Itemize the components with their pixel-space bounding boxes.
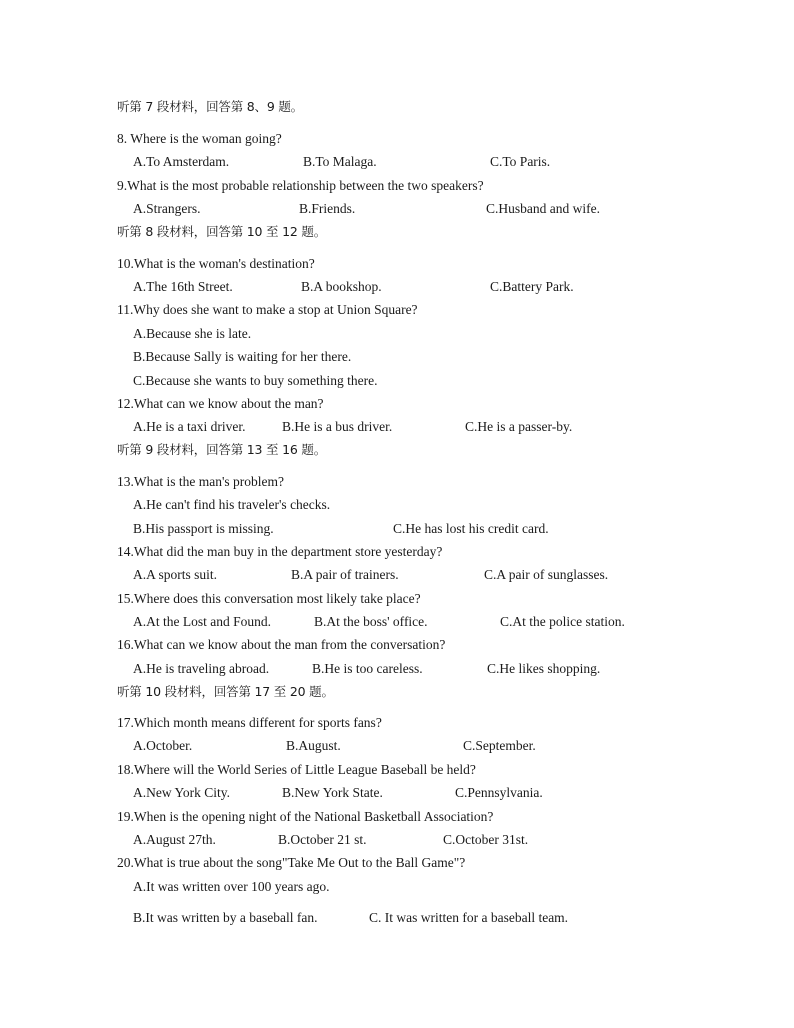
answer-option: B.At the boss' office. (314, 614, 428, 629)
answer-option: C.He is a passer-by. (465, 419, 573, 434)
answer-option: A.Strangers. (133, 201, 201, 216)
answer-option: A.He can't find his traveler's checks. (133, 497, 331, 512)
answer-option: C.Husband and wife. (486, 201, 600, 216)
question-stem: 14.What did the man buy in the department store yesterday? (117, 544, 443, 559)
section-heading: 听第 10 段材料，回答第 17 至 20 题。 (117, 684, 334, 699)
question-stem: 11.Why does she want to make a stop at Union Square? (117, 302, 418, 317)
answer-option: C.Because she wants to buy something there. (133, 373, 378, 388)
answer-option: B.He is too careless. (312, 661, 423, 676)
question-stem: 19.When is the opening night of the National Basketball Association? (117, 809, 494, 824)
answer-option: A.To Amsterdam. (133, 154, 230, 169)
question-stem: 12.What can we know about the man? (117, 396, 324, 411)
question-stem: 13.What is the man's problem? (117, 474, 285, 489)
answer-option: A.August 27th. (133, 832, 216, 847)
question-stem: 16.What can we know about the man from the conversation? (117, 637, 446, 652)
answer-option: B.A bookshop. (301, 279, 382, 294)
question-stem: 18.Where will the World Series of Little League Baseball be held? (117, 762, 476, 777)
answer-option: C.September. (463, 738, 536, 753)
answer-option: B.A pair of trainers. (291, 567, 399, 582)
section-heading: 听第 7 段材料，回答第 8、9 题。 (117, 99, 303, 114)
answer-option: A.Because she is late. (133, 326, 252, 341)
question-stem: 8. Where is the woman going? (117, 131, 282, 146)
answer-option: C.Pennsylvania. (455, 785, 543, 800)
answer-option: C. It was written for a baseball team. (369, 910, 569, 925)
answer-option: A.October. (133, 738, 193, 753)
answer-option: C.To Paris. (490, 154, 551, 169)
question-stem: 10.What is the woman's destination? (117, 256, 315, 271)
question-stem: 17.Which month means different for sports fans? (117, 715, 382, 730)
answer-option: C.A pair of sunglasses. (484, 567, 609, 582)
section-heading: 听第 8 段材料，回答第 10 至 12 题。 (117, 224, 327, 239)
answer-option: B.New York State. (282, 785, 383, 800)
answer-option: C.He likes shopping. (487, 661, 601, 676)
answer-option: B.October 21 st. (278, 832, 367, 847)
answer-option: A.The 16th Street. (133, 279, 233, 294)
answer-option: A.He is traveling abroad. (133, 661, 270, 676)
answer-option: B.Friends. (299, 201, 356, 216)
answer-option: B.He is a bus driver. (282, 419, 393, 434)
answer-option: B.Because Sally is waiting for her there. (133, 349, 352, 364)
answer-option: B.August. (286, 738, 341, 753)
answer-option: C.October 31st. (443, 832, 529, 847)
section-heading: 听第 9 段材料，回答第 13 至 16 题。 (117, 442, 327, 457)
answer-option: C.At the police station. (500, 614, 625, 629)
answer-option: B.His passport is missing. (133, 521, 274, 536)
answer-option: C.He has lost his credit card. (393, 521, 549, 536)
question-stem: 20.What is true about the song"Take Me Out to the Ball Game"? (117, 855, 466, 870)
answer-option: A.At the Lost and Found. (133, 614, 271, 629)
answer-option: A.It was written over 100 years ago. (133, 879, 330, 894)
question-stem: 15.Where does this conversation most likely take place? (117, 591, 421, 606)
answer-option: A.He is a taxi driver. (133, 419, 246, 434)
answer-option: B.It was written by a baseball fan. (133, 910, 318, 925)
answer-option: A.A sports suit. (133, 567, 218, 582)
answer-option: A.New York City. (133, 785, 231, 800)
question-stem: 9.What is the most probable relationship between the two speakers? (117, 178, 484, 193)
answer-option: B.To Malaga. (303, 154, 377, 169)
answer-option: C.Battery Park. (490, 279, 574, 294)
